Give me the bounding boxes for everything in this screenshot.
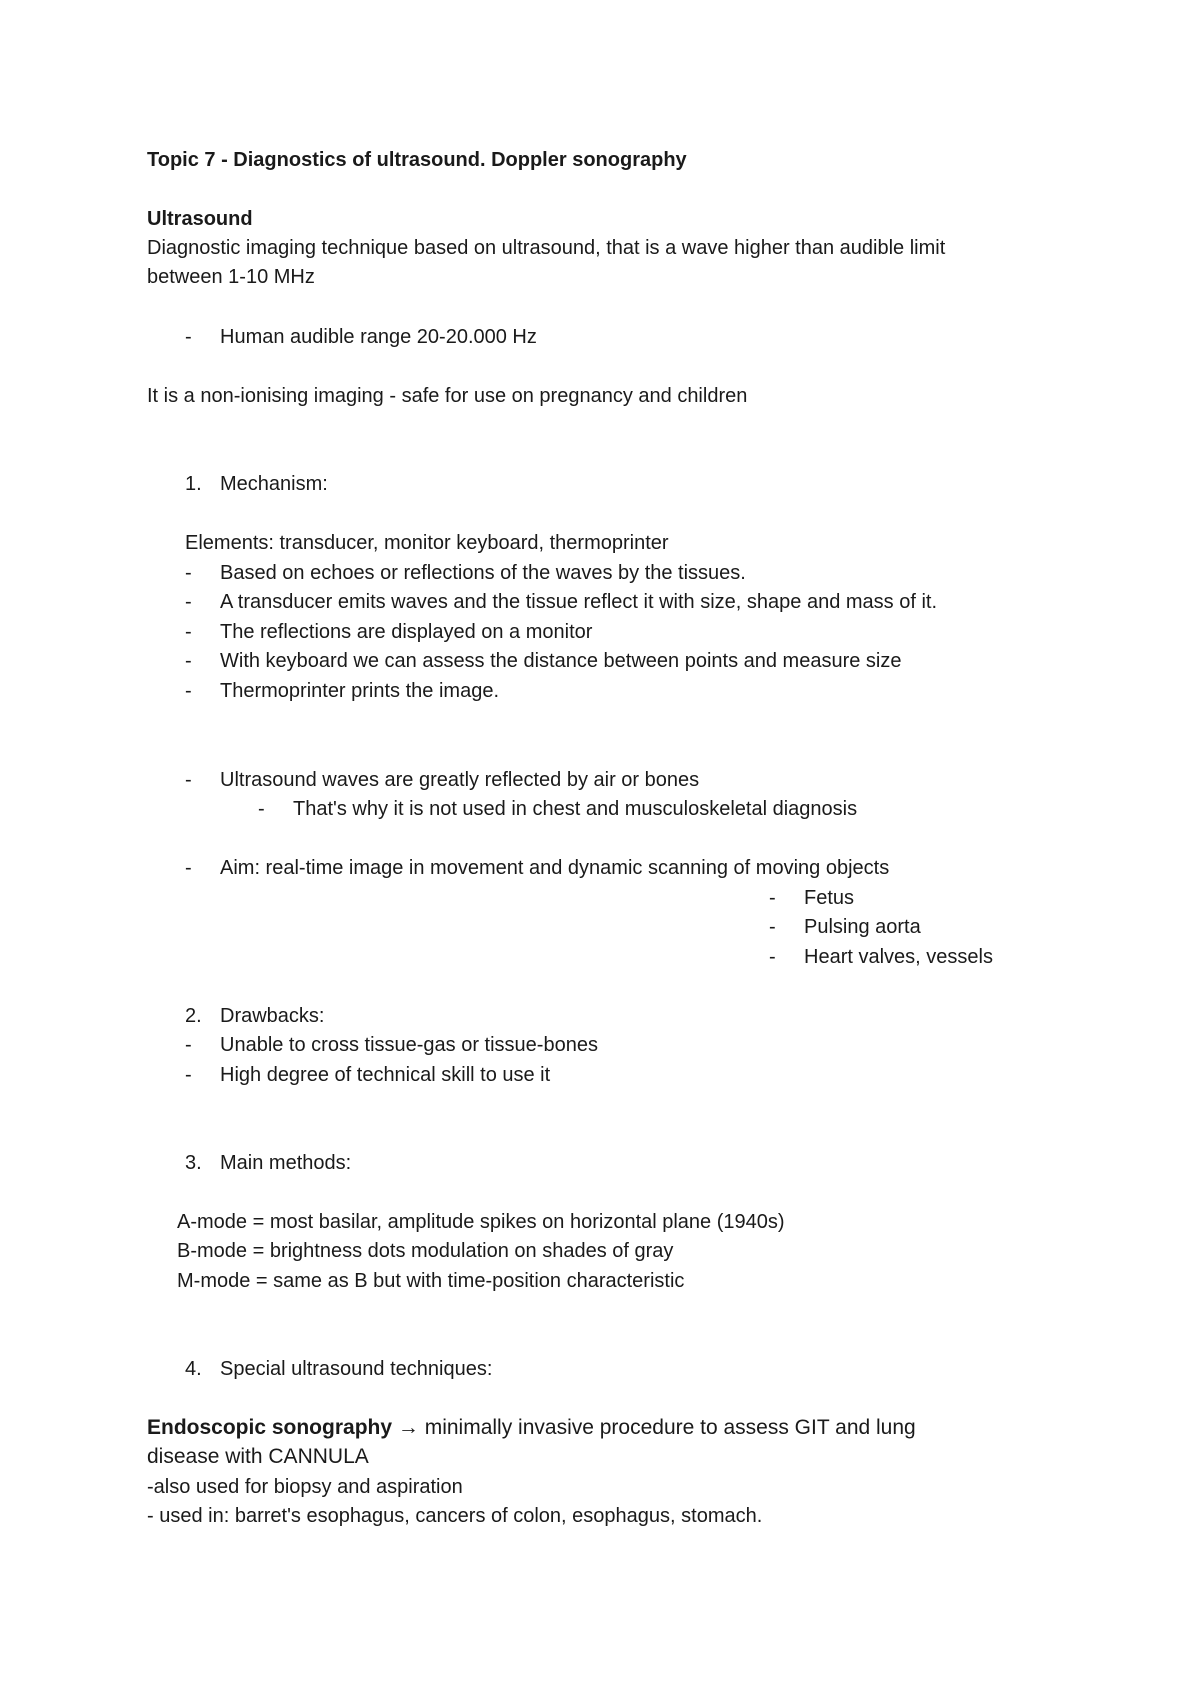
bullet-text: Ultrasound waves are greatly reflected by air or bones [220, 769, 700, 791]
list-number: 2. [185, 1005, 202, 1027]
sub-bullet-dash: - [769, 916, 776, 938]
bullet-text: Human audible range 20-20.000 Hz [220, 326, 537, 348]
bullet-text: High degree of technical skill to use it [220, 1064, 551, 1086]
endoscopic-term: Endoscopic sonography [147, 1416, 393, 1439]
section-heading-ultrasound: Ultrasound [147, 208, 253, 230]
bullet-dash: - [185, 857, 192, 879]
endoscopic-description: → minimally invasive procedure to assess GIT and lung [392, 1416, 916, 1439]
bullet-text: A transducer emits waves and the tissue reflect it with size, shape and mass of it. [220, 591, 938, 613]
elements-line: Elements: transducer, monitor keyboard, thermoprinter [185, 532, 669, 554]
section-heading-drawbacks: Drawbacks: [220, 1005, 325, 1027]
bullet-dash: - [185, 1034, 192, 1056]
page-title: Topic 7 - Diagnostics of ultrasound. Doppler sonography [147, 149, 687, 171]
section-heading-special: Special ultrasound techniques: [220, 1358, 493, 1380]
paragraph-line: disease with CANNULA [147, 1445, 369, 1468]
bullet-dash: - [185, 621, 192, 643]
bullet-text: Unable to cross tissue-gas or tissue-bones [220, 1034, 598, 1056]
list-number: 4. [185, 1358, 202, 1380]
bullet-dash: - [185, 562, 192, 584]
sub-bullet-dash: - [769, 946, 776, 968]
sub-bullet-text: Pulsing aorta [804, 916, 921, 938]
sub-bullet-text: Fetus [804, 887, 855, 909]
sub-bullet-dash: - [258, 798, 265, 820]
endoscopic-line [147, 1416, 916, 1440]
bullet-dash: - [185, 326, 192, 348]
bullet-text: Aim: real-time image in movement and dynamic scanning of moving objects [220, 857, 890, 879]
section-heading-mechanism: Mechanism: [220, 473, 328, 495]
paragraph-line: It is a non-ionising imaging - safe for use on pregnancy and children [147, 385, 748, 407]
method-line: B-mode = brightness dots modulation on shades of gray [177, 1240, 674, 1262]
bullet-dash: - [185, 591, 192, 613]
bullet-dash: - [185, 680, 192, 702]
section-heading-methods: Main methods: [220, 1152, 352, 1174]
bullet-text: The reflections are displayed on a monitor [220, 621, 593, 643]
sub-bullet-dash: - [769, 887, 776, 909]
list-number: 1. [185, 473, 202, 495]
paragraph-line: Diagnostic imaging technique based on ultrasound, that is a wave higher than audible limit [147, 237, 946, 259]
method-line: M-mode = same as B but with time-position characteristic [177, 1270, 685, 1292]
paragraph-line: -also used for biopsy and aspiration [147, 1476, 463, 1498]
list-number: 3. [185, 1152, 202, 1174]
bullet-dash: - [185, 1064, 192, 1086]
paragraph-line: - used in: barret's esophagus, cancers of colon, esophagus, stomach. [147, 1505, 763, 1527]
bullet-text: Thermoprinter prints the image. [220, 680, 500, 702]
bullet-text: With keyboard we can assess the distance between points and measure size [220, 650, 902, 672]
bullet-text: Based on echoes or reflections of the waves by the tissues. [220, 562, 746, 584]
bullet-dash: - [185, 650, 192, 672]
sub-bullet-text: Heart valves, vessels [804, 946, 993, 968]
method-line: A-mode = most basilar, amplitude spikes on horizontal plane (1940s) [177, 1211, 785, 1233]
bullet-dash: - [185, 769, 192, 791]
paragraph-line: between 1-10 MHz [147, 266, 315, 288]
sub-bullet-text: That's why it is not used in chest and musculoskeletal diagnosis [293, 798, 858, 820]
